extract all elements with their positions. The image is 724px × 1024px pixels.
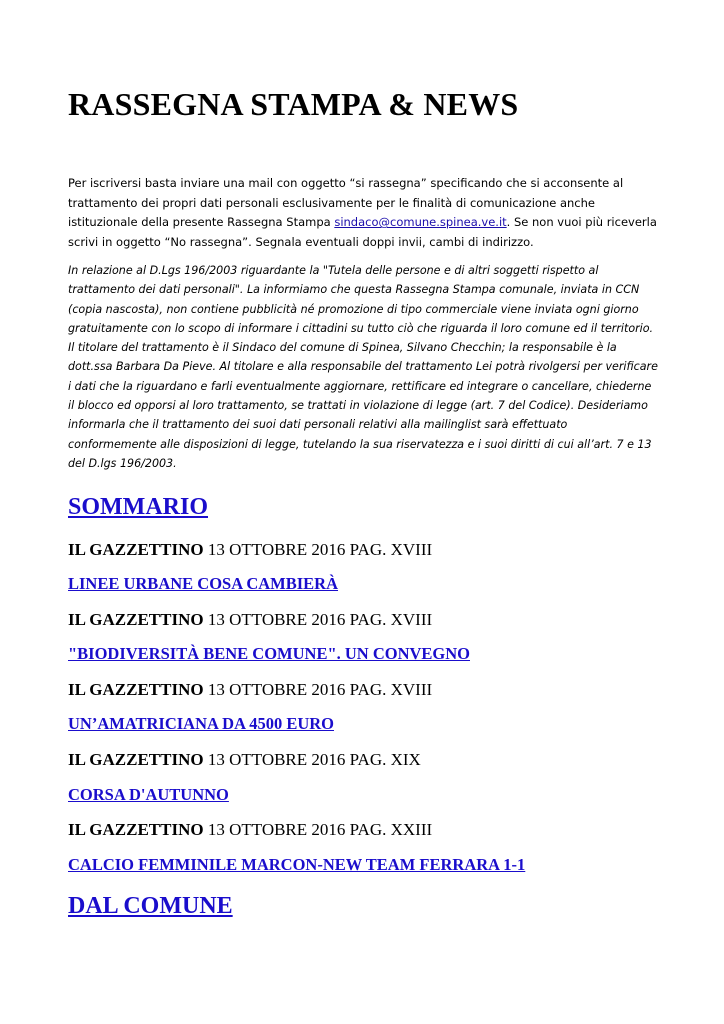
source-date: 13 OTTOBRE 2016 PAG. XVIII [207, 540, 433, 559]
newspaper-name: IL GAZZETTINO [68, 610, 204, 629]
article-link[interactable]: "BIODIVERSITÀ BENE COMUNE". UN CONVEGNO [68, 644, 470, 663]
intro-text: Per iscriversi basta inviare una mail con oggetto “si rassegna” specificando che si acconsente al trattamento dei propri dati personali esclusivamente per le finalità di comunicazione anche istituzionale della presente Rassegna Stampa [68, 176, 624, 230]
subscription-info [68, 174, 658, 252]
page-title: RASSEGNA STAMPA & NEWS [68, 86, 519, 122]
source-line [68, 680, 432, 700]
source-date: 13 OTTOBRE 2016 PAG. XVIII [207, 680, 433, 699]
sommario-heading[interactable]: SOMMARIO [68, 494, 208, 520]
newspaper-name: IL GAZZETTINO [68, 750, 204, 769]
article-link[interactable]: CORSA D'AUTUNNO [68, 785, 229, 804]
intro-text-end: . Se non vuoi più riceverla scrivi in oggetto “No rassegna”. Segnala eventuali doppi invii, cambi di indirizzo. [68, 215, 657, 249]
email-link[interactable]: sindaco@comune.spinea.ve.it [334, 215, 507, 230]
newspaper-name: IL GAZZETTINO [68, 820, 204, 839]
source-date: 13 OTTOBRE 2016 PAG. XIX [207, 750, 421, 769]
source-line [68, 610, 432, 630]
article-link[interactable]: CALCIO FEMMINILE MARCON-NEW TEAM FERRARA 1-1 [68, 855, 526, 874]
source-line [68, 540, 432, 560]
article-link[interactable]: LINEE URBANE COSA CAMBIERÀ [68, 574, 339, 593]
source-line [68, 750, 421, 770]
privacy-notice: In relazione al D.Lgs 196/2003 riguardante la "Tutela delle persone e di altri soggetti rispetto al trattamento dei dati personali". La informiamo che questa Rassegna Stampa comunale, inviata in CCN (copia nascosta), non contiene pubblicità né promozione di tipo commerciale viene inviata ogni giorno gratuitamente con lo scopo di informare i cittadini su tutto ciò che riguarda il loro comune ed il territorio. Il titolare del trattamento è il Sindaco del comune di Spinea, Silvano Checchin; la responsabile è la dott.ssa Barbara Da Pieve. Al titolare e alla responsabile del trattamento Lei potrà rivolgersi per verificare i dati che la riguardano e farli eventualmente aggiornare, rettificare ed integrare o cancellare, chiederne il blocco ed opporsi al loro trattamento, se trattati in violazione di legge (art. 7 del Codice). Desideriamo informarla che il trattamento dei suoi dati personali relativi alla mailinglist sarà effettuato conformemente alle disposizioni di legge, tutelando la sua riservatezza e i suoi diritti di cui all’art. 7 e 13 del D.lgs 196/2003. [68, 264, 658, 470]
article-link[interactable]: UN’AMATRICIANA DA 4500 EURO [68, 714, 334, 733]
newspaper-name: IL GAZZETTINO [68, 680, 204, 699]
source-line [68, 820, 432, 840]
source-date: 13 OTTOBRE 2016 PAG. XVIII [207, 610, 433, 629]
newspaper-name: IL GAZZETTINO [68, 540, 204, 559]
dal-comune-heading[interactable]: DAL COMUNE [68, 893, 233, 919]
source-date: 13 OTTOBRE 2016 PAG. XXIII [207, 820, 433, 839]
